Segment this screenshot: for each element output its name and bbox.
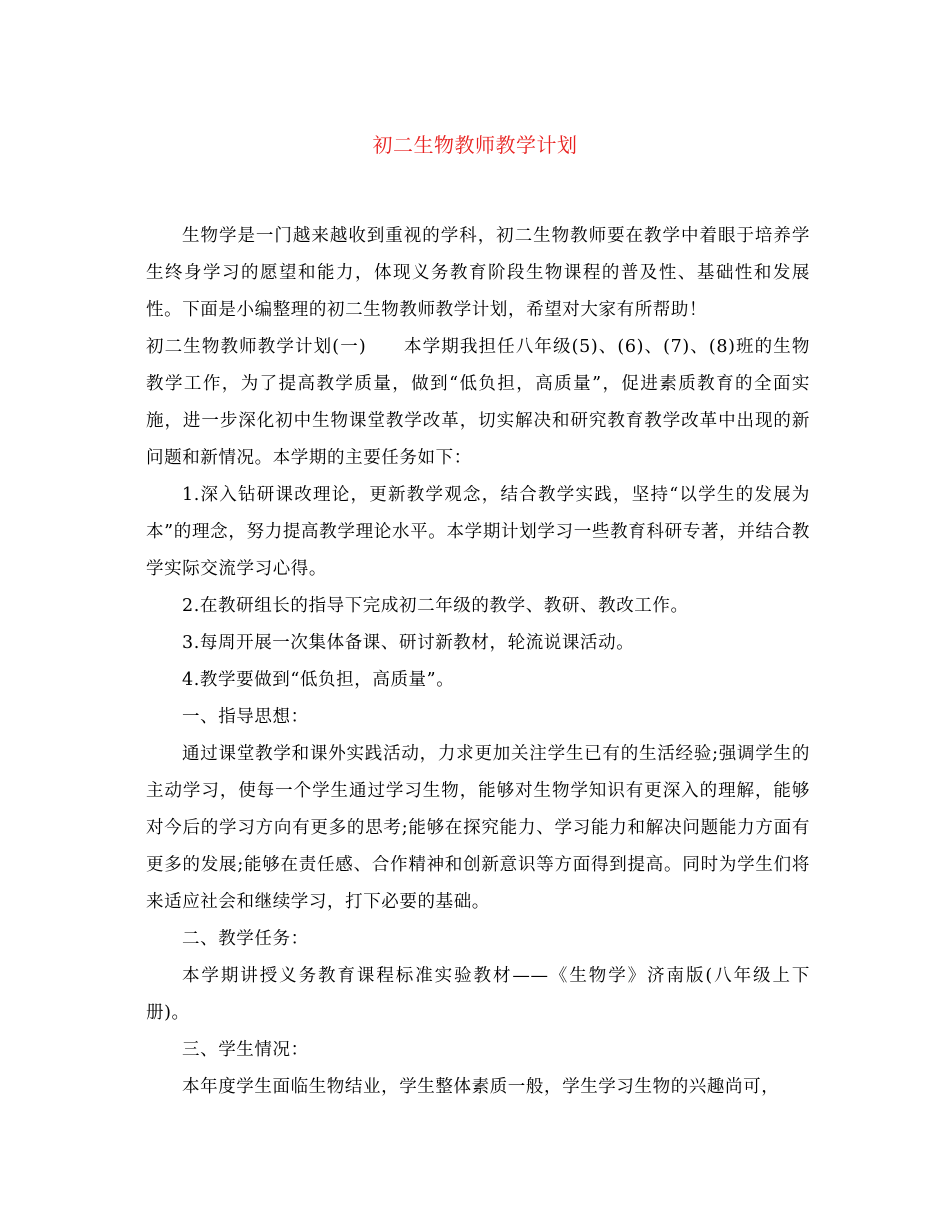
document-body [146, 218, 810, 1106]
task-item-2: 2.在教研组长的指导下完成初二年级的教学、教研、教改工作。 [182, 596, 689, 616]
section-heading-guiding-ideology: 一、指导思想： [182, 707, 309, 727]
student-situation-paragraph: 本年度学生面临生物结业，学生整体素质一般，学生学习生物的兴趣尚可， [182, 1077, 780, 1097]
intro-paragraph: 生物学是一门越来越收到重视的学科，初二生物教师要在教学中着眼于培养学生终身学习的愿望和能力，体现义务教育阶段生物课程的普及性、基础性和发展性。下面是小编整理的初二生物教师教学计划，希望对大家有所帮助！ [146, 226, 810, 320]
section-heading-student-situation: 三、学生情况： [182, 1040, 309, 1060]
document-title: 初二生物教师教学计划 [372, 133, 578, 157]
plan-one-paragraph: 初二生物教师教学计划(一) 本学期我担任八年级(5)、(6)、(7)、(8)班的生物教学工作，为了提高教学质量，做到“低负担，高质量”，促进素质教育的全面实施，进一步深化初中生物课堂教学改革，切实解决和研究教育教学改革中出现的新问题和新情况。本学期的主要任务如下： [146, 337, 810, 468]
task-item-1: 1.深入钻研课改理论，更新教学观念，结合教学实践，坚持“以学生的发展为本”的理念，努力提高教学理论水平。本学期计划学习一些教育科研专著，并结合教学实际交流学习心得。 [146, 485, 810, 579]
task-item-4: 4.教学要做到“低负担，高质量”。 [182, 670, 455, 690]
task-item-3: 3.每周开展一次集体备课、研讨新教材，轮流说课活动。 [182, 633, 635, 653]
teaching-tasks-paragraph: 本学期讲授义务教育课程标准实验教材——《生物学》济南版(八年级上下册)。 [146, 966, 810, 1023]
section-heading-teaching-tasks: 二、教学任务： [182, 929, 309, 949]
guiding-ideology-paragraph: 通过课堂教学和课外实践活动，力求更加关注学生已有的生活经验;强调学生的主动学习，使每一个学生通过学习生物，能够对生物学知识有更深入的理解，能够对今后的学习方向有更多的思考;能够在探究能力、学习能力和解决问题能力方面有更多的发展;能够在责任感、合作精神和创新意识等方面得到提高。同时为学生们将来适应社会和继续学习，打下必要的基础。 [146, 744, 810, 912]
